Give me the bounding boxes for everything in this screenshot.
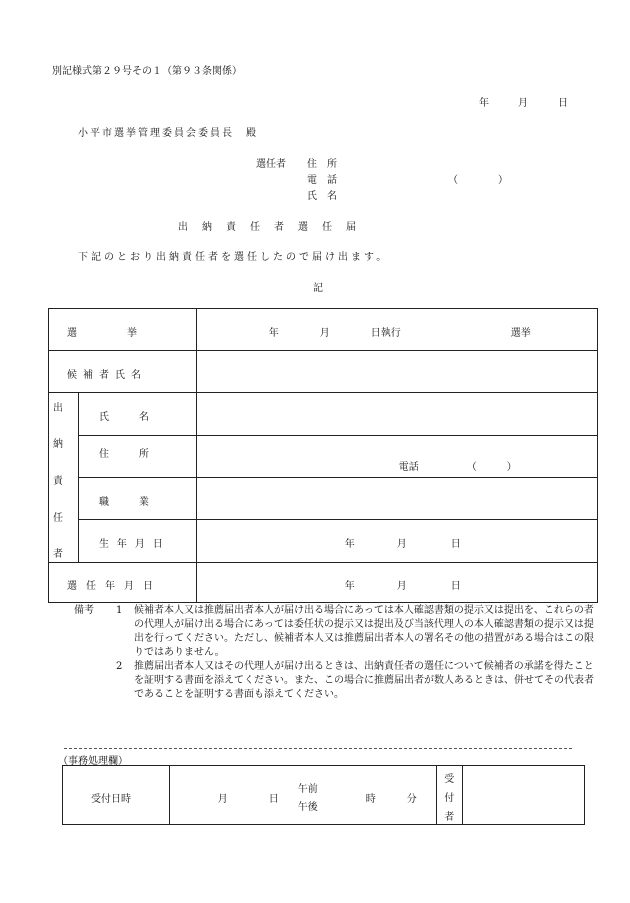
candidate-value-cell[interactable] — [196, 351, 597, 393]
note-item-1 — [74, 604, 594, 660]
birth-day-label: 日 — [450, 539, 461, 550]
appoint-label: 選任年月日 — [67, 581, 162, 592]
treasurer-birth-label: 生年月日 — [98, 539, 171, 550]
election-label-cell — [49, 309, 197, 351]
office-label: （事務処理欄） — [58, 756, 128, 767]
candidate-label-cell — [49, 351, 197, 393]
notes-head: 備考 — [74, 605, 94, 616]
am-label: 午前 — [297, 784, 318, 795]
date-year-label: 年 — [479, 98, 489, 109]
election-table — [48, 308, 598, 603]
election-month-label: 月 — [319, 328, 330, 339]
ki-mark: 記 — [313, 283, 323, 294]
treasurer-char-2: 納 — [53, 439, 63, 450]
received-month-label: 月 — [217, 794, 228, 805]
treasurer-char-4: 任 — [53, 513, 63, 524]
treasurer-occupation-row — [49, 478, 598, 520]
treasurer-phone-paren: （ ） — [466, 462, 517, 473]
appoint-row — [49, 563, 598, 603]
appoint-value-cell[interactable] — [196, 563, 597, 603]
hour-label: 時 — [365, 794, 376, 805]
treasurer-name-label-cell — [78, 393, 196, 436]
appoint-label-cell — [49, 563, 197, 603]
appointer-phone-paren: （ ） — [448, 175, 508, 186]
note-number: 1 — [116, 605, 123, 616]
treasurer-name-row — [49, 393, 598, 436]
treasurer-char-1: 出 — [53, 403, 63, 414]
appoint-month-label: 月 — [396, 581, 407, 592]
treasurer-char-3: 責 — [53, 476, 63, 487]
treasurer-occupation-label: 職 業 — [98, 497, 149, 508]
election-value-cell[interactable] — [196, 309, 597, 351]
receiver-char-3: 者 — [444, 812, 455, 823]
receiver-value-cell[interactable] — [463, 766, 585, 825]
appoint-year-label: 年 — [344, 581, 355, 592]
appointer-phone-label: 電 話 — [307, 175, 337, 186]
note-number: 2 — [116, 661, 123, 672]
received-label-cell — [63, 766, 170, 825]
election-day-label: 日執行 — [370, 328, 401, 339]
received-value-cell[interactable] — [169, 766, 436, 825]
addressee: 小平市選挙管理委員会委員長 殿 — [78, 128, 258, 139]
cut-line — [64, 748, 572, 749]
treasurer-occupation-label-cell — [78, 478, 196, 520]
election-label: 選 挙 — [67, 328, 137, 339]
statement: 下記のとおり出納責任者を選任したので届け出ます。 — [78, 252, 390, 263]
notes — [74, 604, 594, 702]
treasurer-name-value-cell[interactable] — [196, 393, 597, 436]
document-title: 出 納 責 任 者 選 任 届 — [178, 222, 358, 233]
date-day-label: 日 — [558, 98, 568, 109]
candidate-label: 候補者氏名 — [67, 370, 147, 381]
treasurer-label-cell — [49, 393, 79, 563]
treasurer-birth-value-cell[interactable] — [196, 520, 597, 563]
appointer-label: 選任者 — [256, 159, 286, 170]
treasurer-birth-row — [49, 520, 598, 563]
minute-label: 分 — [406, 794, 417, 805]
treasurer-address-label-cell — [78, 436, 196, 478]
date-month-label: 月 — [518, 98, 528, 109]
appoint-day-label: 日 — [450, 581, 461, 592]
treasurer-birth-label-cell — [78, 520, 196, 563]
election-year-label: 年 — [268, 328, 279, 339]
appointer-address-label: 住 所 — [307, 159, 337, 170]
treasurer-phone-label: 電話 — [398, 462, 419, 473]
candidate-row — [49, 351, 598, 393]
note-text: 推薦届出者本人又はその代理人が届け出るときは、出納責任者の選任について候補者の承諾を得たことを証明する書面を添えてください。また、この場合に推薦届出者が数人あるときは、併せてその代表者であることを証明する書面も添えてください。 — [134, 661, 594, 700]
receiver-char-1: 受 — [444, 774, 455, 785]
treasurer-occupation-value-cell[interactable] — [196, 478, 597, 520]
form-id: 別記様式第２９号その１（第９３条関係） — [52, 66, 242, 77]
election-suffix: 選挙 — [510, 328, 531, 339]
receiver-label-cell — [437, 766, 463, 825]
birth-year-label: 年 — [344, 539, 355, 550]
office-table — [62, 765, 585, 825]
receiver-char-2: 付 — [444, 793, 455, 804]
received-label: 受付日時 — [91, 794, 131, 805]
treasurer-char-5: 者 — [53, 549, 63, 560]
treasurer-address-row — [49, 436, 598, 478]
note-item-2 — [74, 660, 594, 702]
birth-month-label: 月 — [396, 539, 407, 550]
election-row — [49, 309, 598, 351]
treasurer-address-label: 住 所 — [98, 449, 149, 460]
pm-label: 午後 — [297, 802, 318, 813]
appointer-name-label: 氏 名 — [307, 191, 337, 202]
received-day-label: 日 — [268, 794, 279, 805]
treasurer-address-value-cell[interactable] — [196, 436, 597, 478]
note-text: 候補者本人又は推薦届出者本人が届け出る場合にあっては本人確認書類の提示又は提出を、これらの者の代理人が届け出る場合にあっては委任状の提示又は提出及び当該代理人の本人確認書類の提示又は提出を行ってください。ただし、候補者本人又は推薦届出者本人の署名その他の措置がある場合はこの限りではありません。 — [134, 605, 594, 658]
treasurer-name-label: 氏 名 — [98, 412, 149, 423]
